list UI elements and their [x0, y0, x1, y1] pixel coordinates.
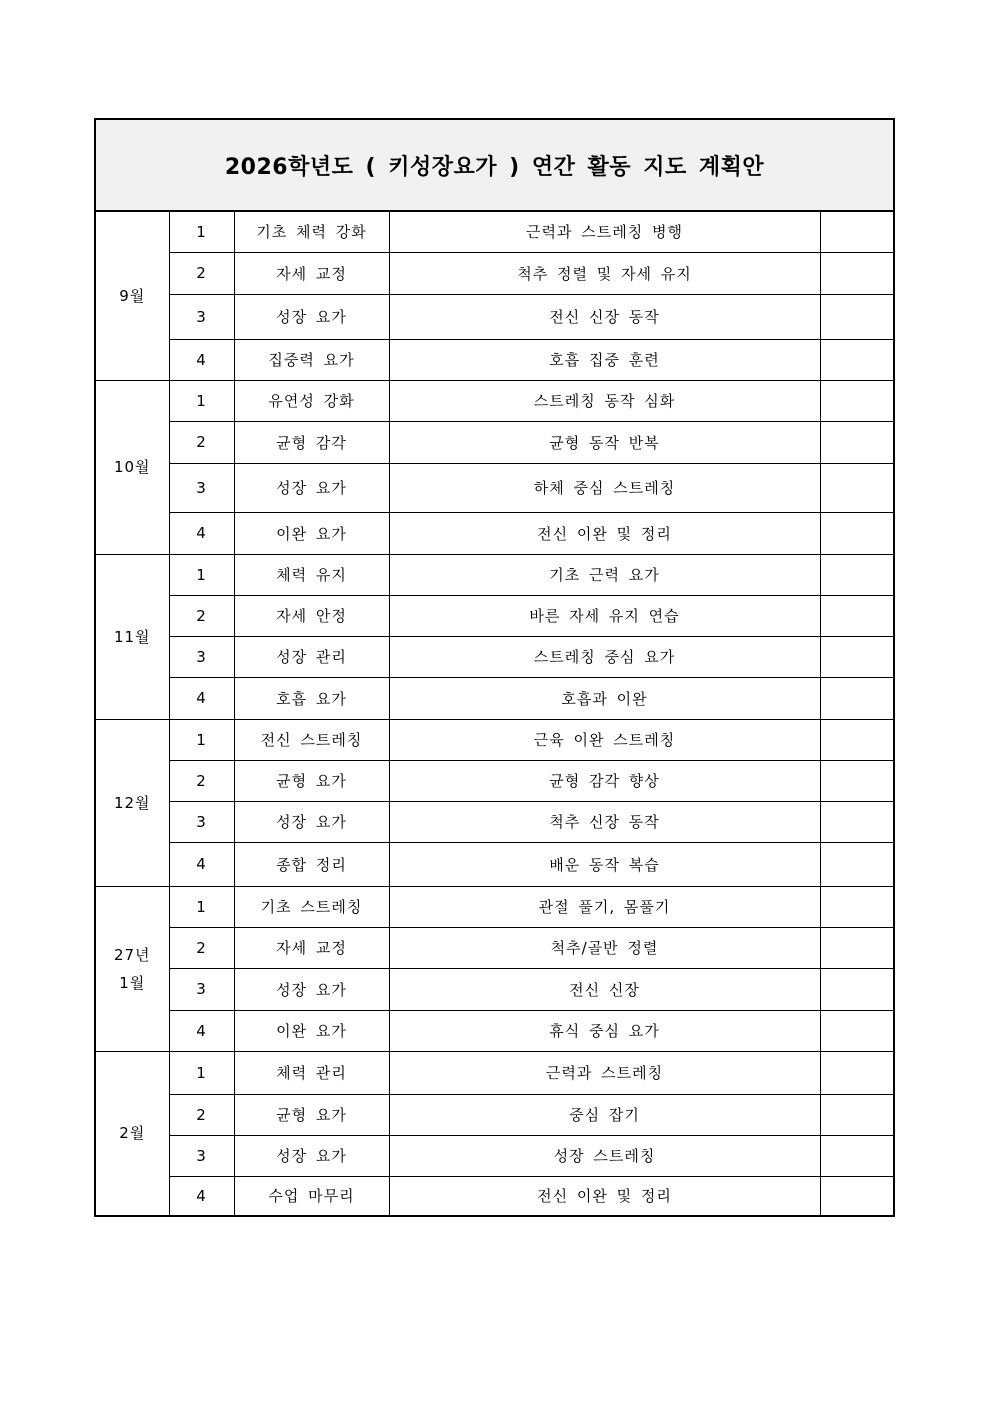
- activity-content: 전신 이완 및 정리: [389, 1176, 820, 1216]
- activity-topic: 자세 교정: [234, 252, 389, 294]
- month-label: 10월: [113, 458, 151, 476]
- week-number: 4: [169, 339, 234, 380]
- note-cell: [820, 294, 894, 339]
- week-number: 1: [169, 554, 234, 595]
- activity-topic: 자세 안정: [234, 595, 389, 636]
- table-row: [95, 842, 894, 886]
- note-cell: [820, 719, 894, 760]
- activity-content: 중심 잡기: [389, 1094, 820, 1135]
- note-cell: [820, 252, 894, 294]
- title-row: [95, 119, 894, 211]
- month-label: 2월: [119, 1124, 146, 1143]
- activity-content: 호흡 집중 훈련: [389, 339, 820, 380]
- activity-content: 근력과 스트레칭 병행: [389, 211, 820, 252]
- activity-content: 배운 동작 복습: [389, 842, 820, 886]
- table-row: [95, 421, 894, 463]
- note-cell: [820, 636, 894, 677]
- activity-content: 관절 풀기, 몸풀기: [389, 886, 820, 927]
- table-row: [95, 463, 894, 512]
- month-cell: [95, 380, 169, 554]
- table-row: [95, 1010, 894, 1051]
- week-number: 2: [169, 1094, 234, 1135]
- table-row: [95, 211, 894, 252]
- week-number: 1: [169, 1051, 234, 1094]
- table-row: [95, 677, 894, 719]
- activity-content: 스트레칭 중심 요가: [389, 636, 820, 677]
- note-cell: [820, 1051, 894, 1094]
- activity-content: 근육 이완 스트레칭: [389, 719, 820, 760]
- activity-topic: 성장 요가: [234, 463, 389, 512]
- activity-topic: 성장 관리: [234, 636, 389, 677]
- activity-topic: 이완 요가: [234, 512, 389, 554]
- activity-topic: 유연성 강화: [234, 380, 389, 421]
- activity-topic: 균형 요가: [234, 760, 389, 801]
- table-row: [95, 380, 894, 421]
- table-row: [95, 968, 894, 1010]
- month-cell: [95, 211, 169, 380]
- activity-topic: 기초 스트레칭: [234, 886, 389, 927]
- note-cell: [820, 512, 894, 554]
- note-cell: [820, 968, 894, 1010]
- week-number: 2: [169, 252, 234, 294]
- week-number: 3: [169, 801, 234, 842]
- note-cell: [820, 211, 894, 252]
- week-number: 4: [169, 1176, 234, 1216]
- week-number: 3: [169, 968, 234, 1010]
- note-cell: [820, 380, 894, 421]
- table-row: [95, 801, 894, 842]
- week-number: 1: [169, 886, 234, 927]
- week-number: 3: [169, 463, 234, 512]
- activity-content: 균형 감각 향상: [389, 760, 820, 801]
- activity-topic: 전신 스트레칭: [234, 719, 389, 760]
- week-number: 2: [169, 595, 234, 636]
- table-row: [95, 554, 894, 595]
- month-label: 12월: [113, 793, 151, 812]
- week-number: 1: [169, 211, 234, 252]
- note-cell: [820, 760, 894, 801]
- activity-topic: 성장 요가: [234, 801, 389, 842]
- note-cell: [820, 677, 894, 719]
- note-cell: [820, 886, 894, 927]
- activity-topic: 호흡 요가: [234, 677, 389, 719]
- week-number: 2: [169, 927, 234, 968]
- year-label: 27년: [113, 945, 151, 964]
- activity-content: 성장 스트레칭: [389, 1135, 820, 1176]
- note-cell: [820, 421, 894, 463]
- activity-content: 전신 신장 동작: [389, 294, 820, 339]
- month-label: 9월: [119, 286, 146, 305]
- table-row: [95, 1135, 894, 1176]
- note-cell: [820, 1135, 894, 1176]
- week-number: 3: [169, 294, 234, 339]
- activity-topic: 체력 유지: [234, 554, 389, 595]
- activity-topic: 성장 요가: [234, 968, 389, 1010]
- table-row: [95, 1176, 894, 1216]
- activity-topic: 체력 관리: [234, 1051, 389, 1094]
- table-row: [95, 636, 894, 677]
- table-row: [95, 294, 894, 339]
- month-cell: [95, 554, 169, 719]
- week-number: 4: [169, 512, 234, 554]
- table-row: [95, 927, 894, 968]
- week-number: 1: [169, 719, 234, 760]
- table-row: [95, 252, 894, 294]
- note-cell: [820, 1010, 894, 1051]
- month-label: 1월: [119, 973, 146, 992]
- month-cell: [95, 1051, 169, 1216]
- table-row: [95, 339, 894, 380]
- activity-content: 스트레칭 동작 심화: [389, 380, 820, 421]
- week-number: 4: [169, 1010, 234, 1051]
- table-row: [95, 595, 894, 636]
- annual-plan-table: [94, 118, 895, 1217]
- week-number: 2: [169, 760, 234, 801]
- table-row: [95, 1051, 894, 1094]
- week-number: 4: [169, 677, 234, 719]
- note-cell: [820, 842, 894, 886]
- week-number: 4: [169, 842, 234, 886]
- week-number: 2: [169, 421, 234, 463]
- activity-content: 기초 근력 요가: [389, 554, 820, 595]
- activity-topic: 균형 감각: [234, 421, 389, 463]
- activity-content: 휴식 중심 요가: [389, 1010, 820, 1051]
- table-row: [95, 512, 894, 554]
- activity-content: 전신 이완 및 정리: [389, 512, 820, 554]
- note-cell: [820, 339, 894, 380]
- note-cell: [820, 801, 894, 842]
- activity-content: 바른 자세 유지 연습: [389, 595, 820, 636]
- activity-topic: 성장 요가: [234, 294, 389, 339]
- month-cell: [95, 886, 169, 1051]
- note-cell: [820, 1094, 894, 1135]
- activity-topic: 이완 요가: [234, 1010, 389, 1051]
- activity-content: 호흡과 이완: [389, 677, 820, 719]
- activity-topic: 성장 요가: [234, 1135, 389, 1176]
- note-cell: [820, 927, 894, 968]
- activity-topic: 기초 체력 강화: [234, 211, 389, 252]
- week-number: 3: [169, 1135, 234, 1176]
- month-label: 11월: [113, 627, 151, 646]
- activity-topic: 집중력 요가: [234, 339, 389, 380]
- activity-content: 하체 중심 스트레칭: [389, 463, 820, 512]
- activity-content: 균형 동작 반복: [389, 421, 820, 463]
- table-row: [95, 760, 894, 801]
- note-cell: [820, 595, 894, 636]
- activity-topic: 수업 마무리: [234, 1176, 389, 1216]
- document-title: 2026학년도 ( 키성장요가 ) 연간 활동 지도 계획안: [95, 119, 894, 211]
- table-row: [95, 1094, 894, 1135]
- table-row: [95, 719, 894, 760]
- activity-topic: 균형 요가: [234, 1094, 389, 1135]
- month-cell: [95, 719, 169, 886]
- activity-topic: 종합 정리: [234, 842, 389, 886]
- note-cell: [820, 554, 894, 595]
- activity-content: 척추 정렬 및 자세 유지: [389, 252, 820, 294]
- activity-content: 척추 신장 동작: [389, 801, 820, 842]
- week-number: 3: [169, 636, 234, 677]
- week-number: 1: [169, 380, 234, 421]
- activity-content: 근력과 스트레칭: [389, 1051, 820, 1094]
- activity-content: 척추/골반 정렬: [389, 927, 820, 968]
- activity-content: 전신 신장: [389, 968, 820, 1010]
- note-cell: [820, 463, 894, 512]
- activity-topic: 자세 교정: [234, 927, 389, 968]
- note-cell: [820, 1176, 894, 1216]
- table-row: [95, 886, 894, 927]
